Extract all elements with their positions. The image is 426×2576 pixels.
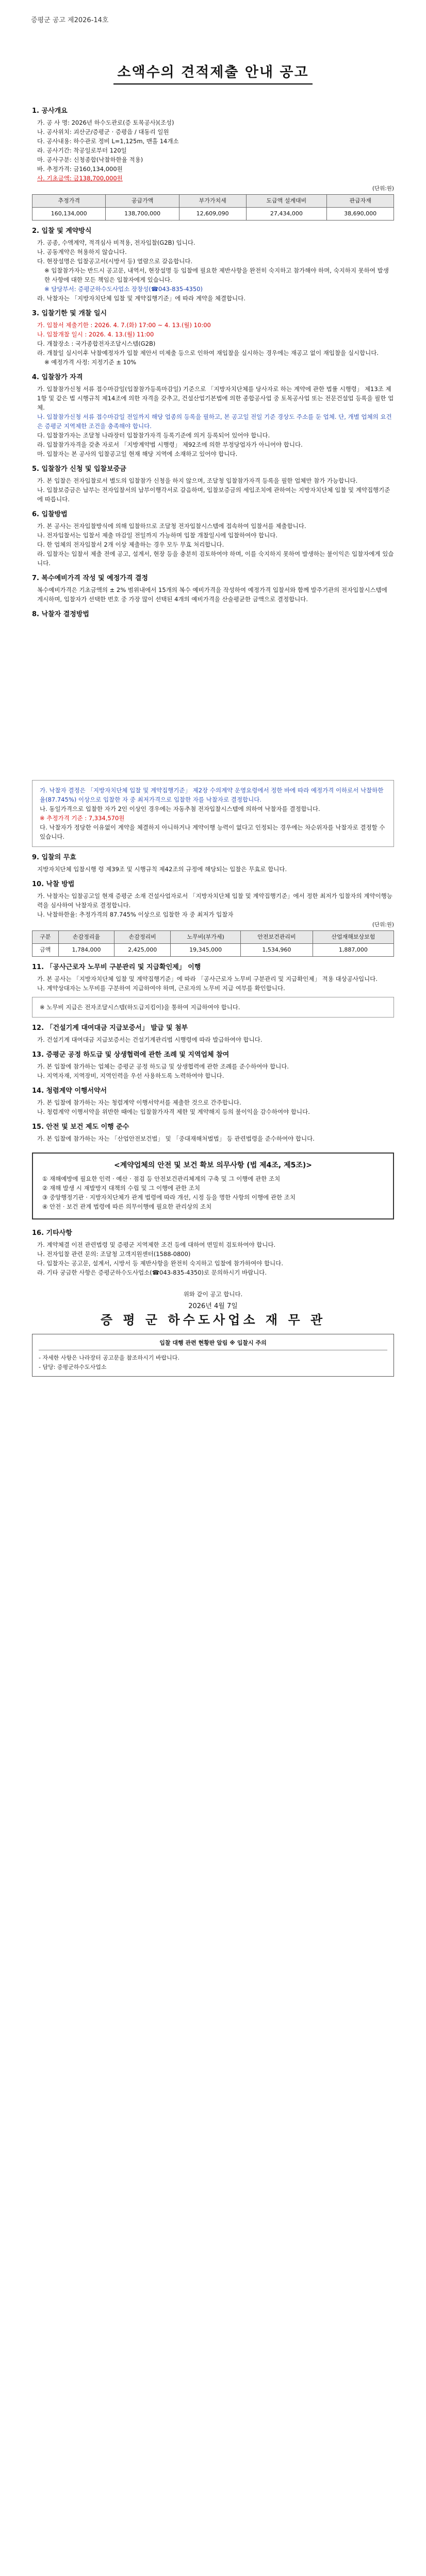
list-item: 지방자치단체 입찰시행 령 제39조 및 시행규칙 제42조의 규정에 해당되는 입찰은 무효로 합니다. — [37, 866, 287, 873]
closing-date: 2026년 4월 7일 — [188, 1302, 238, 1310]
table-cell: 1,887,000 — [313, 944, 394, 957]
cost-table — [32, 930, 394, 957]
table-cell: 1,534,960 — [241, 944, 313, 957]
list-item: 다. 공사내용: 하수관로 정비 L=1,125m, 맨홀 14개소 — [37, 138, 179, 145]
section-13 — [32, 1050, 394, 1080]
list-item: 다. 현장설명은 입찰공고서(시방서 등) 열람으로 갈음합니다. — [37, 258, 193, 265]
table-cell: 138,700,000 — [106, 208, 179, 221]
section-6 — [32, 510, 394, 568]
section-heading: 1. 공사개요 — [32, 107, 68, 115]
list-item: 나. 입찰참가신청 서류 접수마감일 전일까지 해당 업종의 등록을 필하고, 본 공고일 전일 기준 경상도 주소를 둔 업체. 단, 개별 업체의 요건은 증평군 지역제한 조건을 충족해야 합니다. — [37, 413, 392, 430]
section-heading: 13. 증평군 공정 하도급 및 상생협력에 관한 조례 및 지역업체 참여 — [32, 1051, 230, 1059]
list-item: 바. 추정가격: 금160,134,000원 — [37, 165, 123, 173]
list-item: 가. 본 입찰에 참가하는 업체는 증평군 공정 하도급 및 상생협력에 관한 조례를 준수하여야 합니다. — [37, 1063, 289, 1070]
section-heading: 15. 안전 및 보건 제도 이행 준수 — [32, 1123, 129, 1131]
list-item: 나. 공사위치: 괴산군/증평군 · 증평읍 / 대동리 일원 — [37, 128, 169, 135]
list-item: ※ 추정가격 기준 : 7,334,570원 — [40, 815, 125, 822]
section-1 — [32, 107, 394, 221]
section-heading: 11. 「공사근로자 노무비 구분관리 및 지급확인제」 이행 — [32, 963, 201, 971]
section-10 — [32, 880, 394, 957]
list-item: 라. 입찰자는 입찰서 제출 전에 공고, 설계서, 현장 등을 충분히 검토하여야 하며, 이를 숙지하지 못하여 발생하는 불이익은 입찰자에게 있습니다. — [37, 550, 394, 567]
notice-body — [32, 100, 394, 1377]
table-header: 공급가액 — [106, 195, 179, 208]
table-row — [32, 208, 394, 221]
section-heading: 10. 낙찰 방법 — [32, 880, 75, 888]
table-cell: 38,690,000 — [327, 208, 394, 221]
table-header: 손감정리비 — [114, 931, 171, 944]
issuer-name: 증 평 군 하수도사업소 재 무 관 — [100, 1313, 326, 1327]
section-heading: 8. 낙찰자 결정방법 — [32, 611, 89, 618]
section-heading: 5. 입찰참가 신청 및 입찰보증금 — [32, 465, 126, 473]
list-item: ※ 예정가격 사정: 지정기준 ± 10% — [44, 359, 137, 366]
section-11 — [32, 963, 394, 1018]
list-item: - 담당: 증평군하수도사업소 — [39, 1364, 107, 1370]
section-14 — [32, 1087, 394, 1116]
list-item: 가. 건설기계 대여대금 지급보증서는 건설기계관리법 시행령에 따라 발급하여야 합니다. — [37, 1036, 263, 1043]
list-item: - 자세한 사항은 나라장터 공고문을 참조하시기 바랍니다. — [39, 1354, 179, 1361]
list-item: 가. 공종, 수액계약, 적격심사 비적용, 전자입찰(G2B) 입니다. — [37, 239, 195, 246]
blank-space — [32, 621, 394, 776]
list-item: 나. 계약상대자는 노무비를 구분하여 지급하여야 하며, 근로자의 노무비 지급 여부를 확인합니다. — [37, 985, 285, 992]
list-item: 라. 입찰참가자격을 갖춘 자로서 「지방계약법 시행령」 제92조에 의한 부정당업자가 아니어야 합니다. — [37, 441, 303, 448]
list-item: ※ 노무비 지급은 전자조달시스템(하도급지킴이)을 통하여 지급하여야 합니다. — [40, 1004, 240, 1011]
list-item: 라. 낙찰자는 「지방자치단체 입찰 및 계약집행기준」에 따라 계약을 체결합니다. — [37, 295, 245, 302]
title-underline — [113, 83, 313, 84]
unit-label: (단위:원) — [372, 922, 394, 928]
list-item: ※ 입찰참가자는 반드시 공고문, 내역서, 현장설명 등 입찰에 필요한 제반사항을 완전히 숙지하고 참가해야 하며, 숙지하지 못하여 발생한 사항에 대한 모든 책임은 입찰자에게 있습니다. — [44, 267, 389, 283]
table-row — [32, 944, 394, 957]
section-15 — [32, 1123, 394, 1143]
list-item: ③ 중앙행정기관 · 지방자치단체가 관계 법령에 따라 개선, 시정 등을 명한 사항의 이행에 관한 조치 — [42, 1194, 296, 1201]
section-heading: 14. 청렴계약 이행서약서 — [32, 1087, 107, 1095]
list-item: 가. 본 입찰은 전자입찰로서 별도의 입찰참가 신청을 하지 않으며, 조달청 입찰참가자격 등록을 필한 업체만 참가 가능합니다. — [37, 477, 358, 484]
list-item: 복수예비가격은 기초금액의 ± 2% 범위내에서 15개의 복수 예비가격을 작성하여 예정가격 입찰서와 함께 발주기관의 전자입찰시스템에 게시하며, 입찰자가 선택한 번호 중 가장 많이 선택된 4개의 예비가격을 산술평균한 금액으로 결정합니다. — [37, 586, 387, 603]
section-4 — [32, 373, 394, 459]
section-heading: 6. 입찰방법 — [32, 511, 68, 518]
notice-box-title: <계약업체의 안전 및 보건 확보 의무사항 (법 제4조, 제5조)> — [113, 1161, 313, 1170]
section-heading: 7. 복수예비가격 작성 및 예정가격 결정 — [32, 574, 148, 582]
table-cell: 금액 — [32, 944, 59, 957]
labor-box — [32, 997, 394, 1018]
table-header: 손감정리율 — [58, 931, 114, 944]
table-cell: 160,134,000 — [32, 208, 106, 221]
section-7 — [32, 574, 394, 604]
list-item: 다. 입찰자는 공고문, 설계서, 시방서 등 제반사항을 완전히 숙지하고 입찰에 참가하여야 합니다. — [37, 1260, 283, 1267]
list-item: 나. 지역자재, 지역장비, 지역인력을 우선 사용하도록 노력하여야 합니다. — [37, 1072, 224, 1079]
section-heading: 2. 입찰 및 계약방식 — [32, 227, 92, 235]
section-heading: 12. 「건설기계 대여대금 지급보증서」 발급 및 첨부 — [32, 1024, 188, 1032]
list-item: 라. 공사기간: 착공일로부터 120일 — [37, 147, 127, 154]
doc-number: 증평군 공고 제2026-14호 — [31, 16, 109, 24]
table-cell: 1,784,000 — [58, 944, 114, 957]
list-item: 가. 입찰참가신청 서류 접수마감일(입찰참가등록마감일) 기준으로 「지방자치단체를 당사자로 하는 계약에 관한 법률 시행령」 제13조 제1항 및 같은 법 시행규칙 제14조에 의한 자격을 갖추고, 건설산업기본법에 의한 종합공사업 중 토목공사업 또는 전문건설업 등록을 필한 업체. — [37, 385, 394, 411]
unit-label: (단위:원) — [372, 185, 394, 192]
list-item: ④ 안전 · 보건 관계 법령에 따른 의무이행에 필요한 관리상의 조치 — [42, 1203, 212, 1210]
table-cell: 2,425,000 — [114, 944, 171, 957]
closing-statement: 위와 같이 공고 합니다. — [183, 1291, 243, 1298]
table-header: 노무비(부가세) — [171, 931, 241, 944]
list-item: 나. 전자입찰 관련 문의: 조달청 고객지원센터(1588-0800) — [37, 1250, 191, 1258]
table-header: 추정가격 — [32, 195, 106, 208]
safety-notice-box — [32, 1153, 394, 1219]
list-item: 나. 입찰보증금은 납부는 전자입찰서의 납부이행각서로 갈음하며, 입찰보증금의 세입조치에 관하여는 지방자치단체 입찰 및 계약집행기준에 따릅니다. — [37, 486, 390, 503]
table-header: 산업재해보상보험 — [313, 931, 394, 944]
list-item: 가. 계약체결 이전 관련법령 및 증평군 지역제한 조건 등에 대하여 면밀히 검토하여야 합니다. — [37, 1241, 276, 1248]
list-item: 가. 낙찰자 결정은 「지방자치단체 입찰 및 계약집행기준」 제2장 수의계약 운영요령에서 정한 바에 따라 예정가격 이하로서 낙찰하한율(87.745%) 이상으로 입찰한 자 중 최저가격으로 입찰한 자를 낙찰자로 결정합니다. — [40, 787, 384, 803]
section-heading: 3. 입찰기한 및 개찰 일시 — [32, 310, 107, 317]
list-item: 다. 낙찰자가 정당한 이유없이 계약을 체결하지 아니하거나 계약이행 능력이 없다고 인정되는 경우에는 차순위자를 낙찰자로 결정할 수 있습니다. — [40, 824, 385, 840]
section-8 — [32, 610, 394, 847]
table-header: 부가가치세 — [179, 195, 246, 208]
list-item: 가. 본 입찰에 참가하는 자는 「산업안전보건법」 및 「중대재해처벌법」 등 관련법령을 준수하여야 합니다. — [37, 1135, 315, 1142]
list-item: 가. 공 사 명: 2026년 하수도관로(증 토목공사)(조성) — [37, 119, 174, 126]
closing-block — [32, 1290, 394, 1325]
list-item: 나. 낙찰하한율: 추정가격의 87.745% 이상으로 입찰한 자 중 최저가 입찰자 — [37, 911, 234, 918]
table-cell: 19,345,000 — [171, 944, 241, 957]
list-item: ① 재해예방에 필요한 인력 · 예산 · 점검 등 안전보건관리체계의 구축 및 그 이행에 관한 조치 — [42, 1175, 281, 1182]
footer-notice — [32, 1334, 394, 1377]
section-16 — [32, 1229, 394, 1277]
list-item: 다. 입찰참가자는 조달청 나라장터 입찰참가자격 등록기준에 의거 등록되어 있어야 합니다. — [37, 432, 270, 439]
list-item: 나. 공동계약은 허용하지 않습니다. — [37, 248, 127, 256]
list-item: 가. 본 공사는 「지방자치단체 입찰 및 계약집행기준」에 따라 「공사근로자 노무비 구분관리 및 지급확인제」 적용 대상공사입니다. — [37, 975, 378, 982]
list-item: ② 재해 발생 시 재발방지 대책의 수립 및 그 이행에 관한 조치 — [42, 1184, 201, 1192]
table-header: 구분 — [32, 931, 59, 944]
list-item: 가. 본 입찰에 참가하는 자는 청렴계약 이행서약서를 제출한 것으로 간주합니다. — [37, 1099, 241, 1106]
award-box — [32, 780, 394, 847]
page-title: 소액수의 견적제출 안내 공고 — [117, 64, 309, 80]
table-header: 관급자재 — [327, 195, 394, 208]
list-item: 다. 한 업체의 전자입찰서 2개 이상 제출하는 경우 모두 무효 처리합니다. — [37, 541, 224, 548]
list-item: 가. 입찰서 제출기한 : 2026. 4. 7.(화) 17:00 ~ 4. 13.(월) 10:00 — [37, 321, 211, 329]
section-3 — [32, 309, 394, 367]
list-item: 마. 공사구분: 신청종합(낙찰하한율 적용) — [37, 156, 143, 163]
list-item: 마. 입찰자는 본 공사의 입찰공고일 현재 해당 지역에 소재하고 있어야 합니다. — [37, 450, 238, 457]
list-item: 나. 입찰개찰 일시 : 2026. 4. 13.(월) 11:00 — [37, 331, 154, 338]
list-item: ※ 담당부서: 증평군하수도사업소 장창성(☎043-835-4350) — [44, 285, 203, 293]
list-item: 사. 기초금액: 금138,700,000원 — [37, 175, 123, 182]
list-item: 나. 동일가격으로 입찰한 자가 2인 이상인 경우에는 자동추첨 전자입찰시스템에 의하여 낙찰자를 결정합니다. — [40, 805, 320, 812]
section-2 — [32, 227, 394, 303]
table-header: 도급액 설계대비 — [246, 195, 327, 208]
price-table — [32, 194, 394, 221]
list-item: 나. 청렴계약 이행서약을 위반한 때에는 입찰참가자격 제한 및 계약해지 등의 불이익을 감수하여야 합니다. — [37, 1108, 310, 1115]
table-cell: 27,434,000 — [246, 208, 327, 221]
section-heading: 4. 입찰참가 자격 — [32, 374, 83, 381]
list-item: 나. 전자입찰서는 입찰서 제출 마감일 전일까지 가능하며 입찰 개찰일시에 입찰하여야 합니다. — [37, 532, 278, 539]
list-item: 가. 낙찰자는 입찰공고일 현재 증평군 소재 건설사업자로서 「지방자치단체 입찰 및 계약집행기준」에서 정한 최저가 입찰자의 계약이행능력을 심사하여 낙찰자로 결정합니다. — [37, 892, 392, 909]
section-5 — [32, 465, 394, 504]
section-heading: 16. 기타사항 — [32, 1229, 72, 1237]
list-item: 라. 기타 궁금한 사항은 증평군하수도사업소(☎043-835-4350)로 문의하시기 바랍니다. — [37, 1269, 267, 1276]
footer-heading: 입찰 대행 관련 현황판 알림 ※ 입찰시 주의 — [39, 1338, 387, 1350]
section-9 — [32, 853, 394, 874]
section-heading: 9. 입찰의 무효 — [32, 854, 76, 861]
list-item: 라. 개찰일 실시이후 낙찰예정자가 입찰 제안서 미제출 등으로 인하여 재입찰을 실시하는 경우에는 재공고 없이 재입찰을 실시합니다. — [37, 349, 379, 357]
list-item: 다. 개찰장소 : 국가종합전자조달시스템(G2B) — [37, 340, 156, 347]
list-item: 가. 본 공사는 전자입찰방식에 의해 입찰하므로 조달청 전자입찰시스템에 접속하여 입찰서를 제출합니다. — [37, 522, 306, 530]
section-12 — [32, 1024, 394, 1044]
table-cell: 12,609,090 — [179, 208, 246, 221]
table-header: 안전보건관리비 — [241, 931, 313, 944]
